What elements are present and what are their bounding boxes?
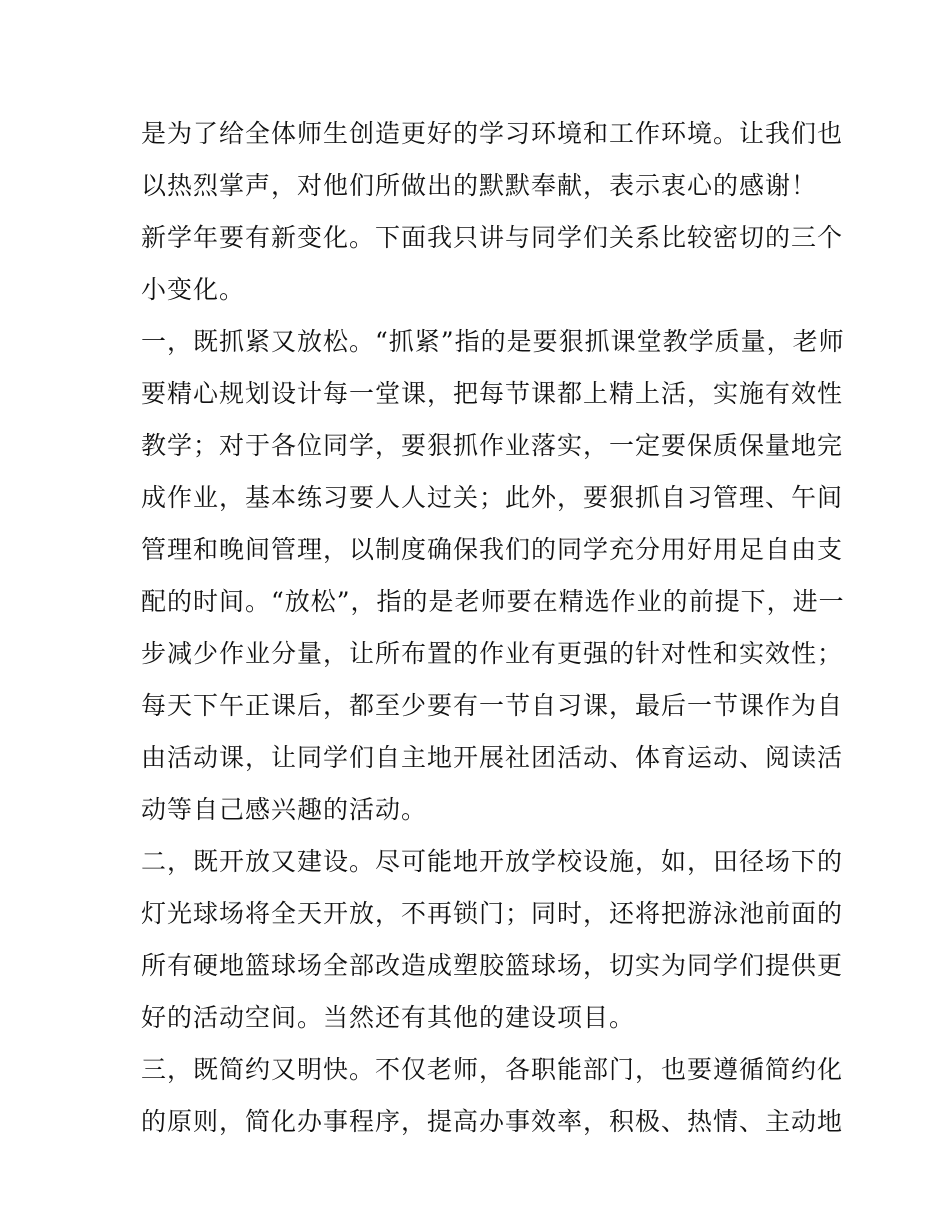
text-line: 步减少作业分量，让所布置的作业有更强的针对性和实效性；	[141, 639, 844, 668]
text-line: 好的活动空间。当然还有其他的建设项目。	[141, 1003, 636, 1032]
text-line: 所有硬地篮球场全部改造成塑胶篮球场，切实为同学们提供更	[141, 951, 844, 980]
text-line: 是为了给全体师生创造更好的学习环境和工作环境。让我们也	[141, 119, 844, 148]
text-line: 教学；对于各位同学，要狠抓作业落实，一定要保质保量地完	[141, 431, 844, 460]
text-line: 每天下午正课后，都至少要有一节自习课，最后一节课作为自	[141, 691, 844, 720]
text-line: 二，既开放又建设。尽可能地开放学校设施，如，田径场下的	[141, 847, 844, 876]
text-line: 由活动课，让同学们自主地开展社团活动、体育运动、阅读活	[141, 743, 844, 772]
text-line: 灯光球场将全天开放，不再锁门；同时，还将把游泳池前面的	[141, 899, 844, 928]
text-line: 以热烈掌声，对他们所做出的默默奉献，表示衷心的感谢！	[141, 171, 818, 200]
text-line: 要精心规划设计每一堂课，把每节课都上精上活，实施有效性	[141, 379, 844, 408]
document-body	[141, 108, 845, 1148]
text-line: 一，既抓紧又放松。“抓紧”指的是要狠抓课堂教学质量，老师	[141, 327, 845, 356]
text-line: 的原则，简化办事程序，提高办事效率，积极、热情、主动地	[141, 1107, 844, 1136]
text-line: 管理和晚间管理，以制度确保我们的同学充分用好用足自由支	[141, 535, 844, 564]
text-line: 小变化。	[141, 275, 246, 304]
text-line: 新学年要有新变化。下面我只讲与同学们关系比较密切的三个	[141, 223, 844, 252]
text-line: 成作业，基本练习要人人过关；此外，要狠抓自习管理、午间	[141, 483, 844, 512]
text-line: 配的时间。“放松”，指的是老师要在精选作业的前提下，进一	[141, 587, 845, 616]
text-line: 动等自己感兴趣的活动。	[141, 795, 428, 824]
text-line: 三，既简约又明快。不仅老师，各职能部门，也要遵循简约化	[141, 1055, 844, 1084]
